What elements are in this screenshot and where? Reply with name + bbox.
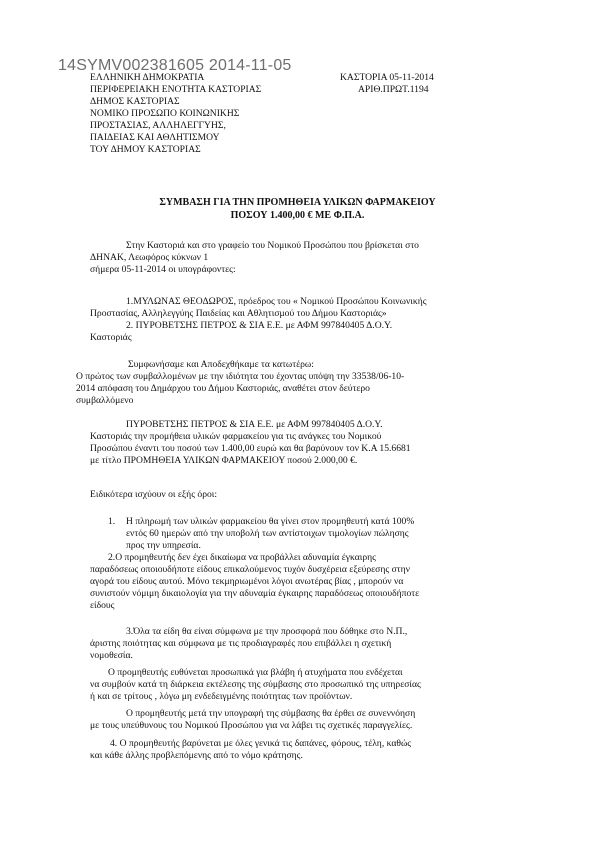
text-line: να συμβούν κατά τη διάρκεια εκτέλεσης της σύμβασης στο προσωπικό της υπηρεσίας bbox=[90, 679, 421, 690]
title-line-2: ΠΟΣΟΥ 1.400,00 € ΜΕ Φ.Π.Α. bbox=[230, 210, 365, 221]
issuer-line: ΠΕΡΙΦΕΡΕΙΑΚΗ ΕΝΟΤΗΤΑ ΚΑΣΤΟΡΙΑΣ bbox=[90, 84, 262, 95]
text-line: Συμφωνήσαμε και Αποδεχθήκαμε τα κατωτέρω: bbox=[128, 359, 314, 370]
parties-paragraph bbox=[90, 296, 510, 344]
term-4 bbox=[90, 738, 510, 762]
text-line: Ο προμηθευτής μετά την υπογραφή της σύμβασης θα έρθει σε συνεννόηση bbox=[126, 708, 416, 719]
text-line: νομοθεσία. bbox=[90, 650, 133, 661]
term-number: 1. bbox=[108, 516, 116, 527]
issuer-line: ΤΟΥ ΔΗΜΟΥ ΚΑΣΤΟΡΙΑΣ bbox=[90, 144, 201, 155]
text-line: ή και σε τρίτους , λόγω μη ενδεδειγμένης ποιότητας των προϊόντων. bbox=[90, 691, 353, 702]
text-line: 2. ΠΥΡΟΒΕΤΣΗΣ ΠΕΤΡΟΣ & ΣΙΑ Ε.Ε. με ΑΦΜ 997840405 Δ.Ο.Υ. bbox=[126, 320, 393, 331]
issuer-line: ΕΛΛΗΝΙΚΗ ΔΗΜΟΚΡΑΤΙΑ bbox=[90, 72, 205, 83]
text-line: συμβαλλόμενο bbox=[76, 395, 134, 406]
issuer-header bbox=[90, 72, 330, 156]
text-line: και κάθε άλλης προβλεπόμενης από το νόμο κράτησης. bbox=[90, 750, 303, 761]
text-line: 2.Ο προμηθευτής δεν έχει δικαίωμα να προβάλλει αδυναμία έγκαιρης bbox=[108, 552, 376, 563]
text-line: Η πληρωμή των υλικών φαρμακείου θα γίνει στον προμηθευτή κατά 100% bbox=[126, 516, 415, 527]
text-line: με τίτλο ΠΡΟΜΗΘΕΙΑ ΥΛΙΚΩΝ ΦΑΡΜΑΚΕΙΟΥ ποσού 2.000,00 €. bbox=[90, 455, 358, 466]
issuer-line: ΠΑΙΔΕΙΑΣ ΚΑΙ ΑΘΛΗΤΙΣΜΟΥ bbox=[90, 132, 220, 143]
text-line: προς την υπηρεσία. bbox=[126, 540, 201, 551]
place-date: ΚΑΣΤΟΡΙΑ 05-11-2014 bbox=[340, 72, 434, 83]
assignment-paragraph bbox=[76, 371, 516, 407]
text-line: 2014 απόφαση του Δημάρχου του Δήμου Καστοριάς, αναθέτει στον δεύτερο bbox=[76, 383, 370, 394]
text-line: αγορά του είδους αυτού. Μόνο τεκμηριωμένοι λόγοι ανωτέρας βίας , μπορούν να bbox=[90, 576, 404, 587]
text-line: άριστης ποιότητας και σύμφωνα με τις προδιαγραφές που επιβάλλει η σχετική bbox=[90, 638, 392, 649]
terms-heading bbox=[90, 489, 510, 501]
text-line: Καστοριάς bbox=[90, 332, 132, 343]
text-line: είδους bbox=[90, 600, 115, 611]
issuer-line: ΔΗΜΟΣ ΚΑΣΤΟΡΙΑΣ bbox=[90, 96, 180, 107]
ada-watermark: 14SYMV002381605 2014-11-05 bbox=[58, 57, 292, 74]
issuer-line: ΝΟΜΙΚΟ ΠΡΟΣΩΠΟ ΚΟΙΝΩΝΙΚΗΣ bbox=[90, 108, 240, 119]
text-line: σήμερα 05-11-2014 οι υπογράφοντες: bbox=[90, 264, 236, 275]
text-line: ΠΥΡΟΒΕΤΣΗΣ ΠΕΤΡΟΣ & ΣΙΑ Ε.Ε. με ΑΦΜ 997840405 Δ.Ο.Υ. bbox=[126, 419, 383, 430]
text-line: εντός 60 ημερών από την υποβολή των αντίστοιχων τιμολογίων πώλησης bbox=[126, 528, 409, 539]
supplier-paragraph bbox=[90, 419, 510, 467]
title-line-1: ΣΥΜΒΑΣΗ ΓΙΑ ΤΗΝ ΠΡΟΜΗΘΕΙΑ ΥΛΙΚΩΝ ΦΑΡΜΑΚΕΙΟΥ bbox=[159, 197, 436, 208]
text-line: ΔΗΝΑΚ, Λεωφόρος κύκνων 1 bbox=[90, 252, 209, 263]
text-line: Καστοριάς την προμήθεια υλικών φαρμακείου για τις ανάγκες του Νομικού bbox=[90, 431, 382, 442]
intro-paragraph bbox=[90, 240, 510, 276]
text-line: συνιστούν νόμιμη δικαιολογία για την αδυναμία έγκαιρης παραδόσεως οποιουδήποτε bbox=[90, 588, 420, 599]
text-line: 1.ΜΥΛΩΝΑΣ ΘΕΟΔΩΡΟΣ, πρόεδρος του « Νομικού Προσώπου Κοινωνικής bbox=[126, 296, 427, 307]
text-line: 4. Ο προμηθευτής βαρύνεται με όλες γενικά τις δαπάνες, φόρους, τέλη, καθώς bbox=[110, 738, 412, 749]
term-3 bbox=[90, 626, 510, 662]
orders-paragraph bbox=[90, 708, 510, 732]
text-line: με τους υπεύθυνους του Νομικού Προσώπου για να λάβει τις σχετικές παραγγελίες. bbox=[90, 720, 413, 731]
text-line: Ειδικότερα ισχύουν οι εξής όροι: bbox=[90, 489, 218, 500]
term-1 bbox=[126, 516, 516, 552]
issuer-line: ΠΡΟΣΤΑΣΙΑΣ, ΑΛΛΗΛΕΓΓΥΗΣ, bbox=[90, 120, 226, 131]
agreement-paragraph bbox=[90, 359, 510, 371]
contract-title bbox=[60, 196, 535, 222]
text-line: Ο προμηθευτής ευθύνεται προσωπικά για βλάβη ή ατυχήματα που ενδέχεται bbox=[108, 667, 403, 678]
text-line: Ο πρώτος των συμβαλλομένων με την ιδιότητα του έχοντας υπόψη την 33538/06-10- bbox=[76, 371, 405, 382]
liability-paragraph bbox=[90, 667, 510, 703]
text-line: 3.Όλα τα είδη θα είναι σύμφωνα με την προσφορά που δόθηκε στο Ν.Π., bbox=[126, 626, 408, 637]
text-line: Στην Καστοριά και στο γραφείο του Νομικού Προσώπου που βρίσκεται στο bbox=[126, 240, 419, 251]
protocol-number: ΑΡΙΘ.ΠΡΩΤ.1194 bbox=[358, 84, 429, 95]
text-line: Προστασίας, Αλληλεγγύης Παιδείας και Αθλητισμού του Δήμου Καστοριάς» bbox=[90, 308, 387, 319]
date-protocol-block bbox=[340, 72, 490, 96]
term-2 bbox=[90, 552, 510, 612]
text-line: παραδόσεως οποιουδήποτε είδους επικαλούμενος τυχόν δυσχέρεια εξεύρεσης στην bbox=[90, 564, 410, 575]
text-line: Προσώπου έναντι του ποσού των 1.400,00 ευρώ και θα βαρύνουν τον Κ.Α 15.6681 bbox=[90, 443, 411, 454]
